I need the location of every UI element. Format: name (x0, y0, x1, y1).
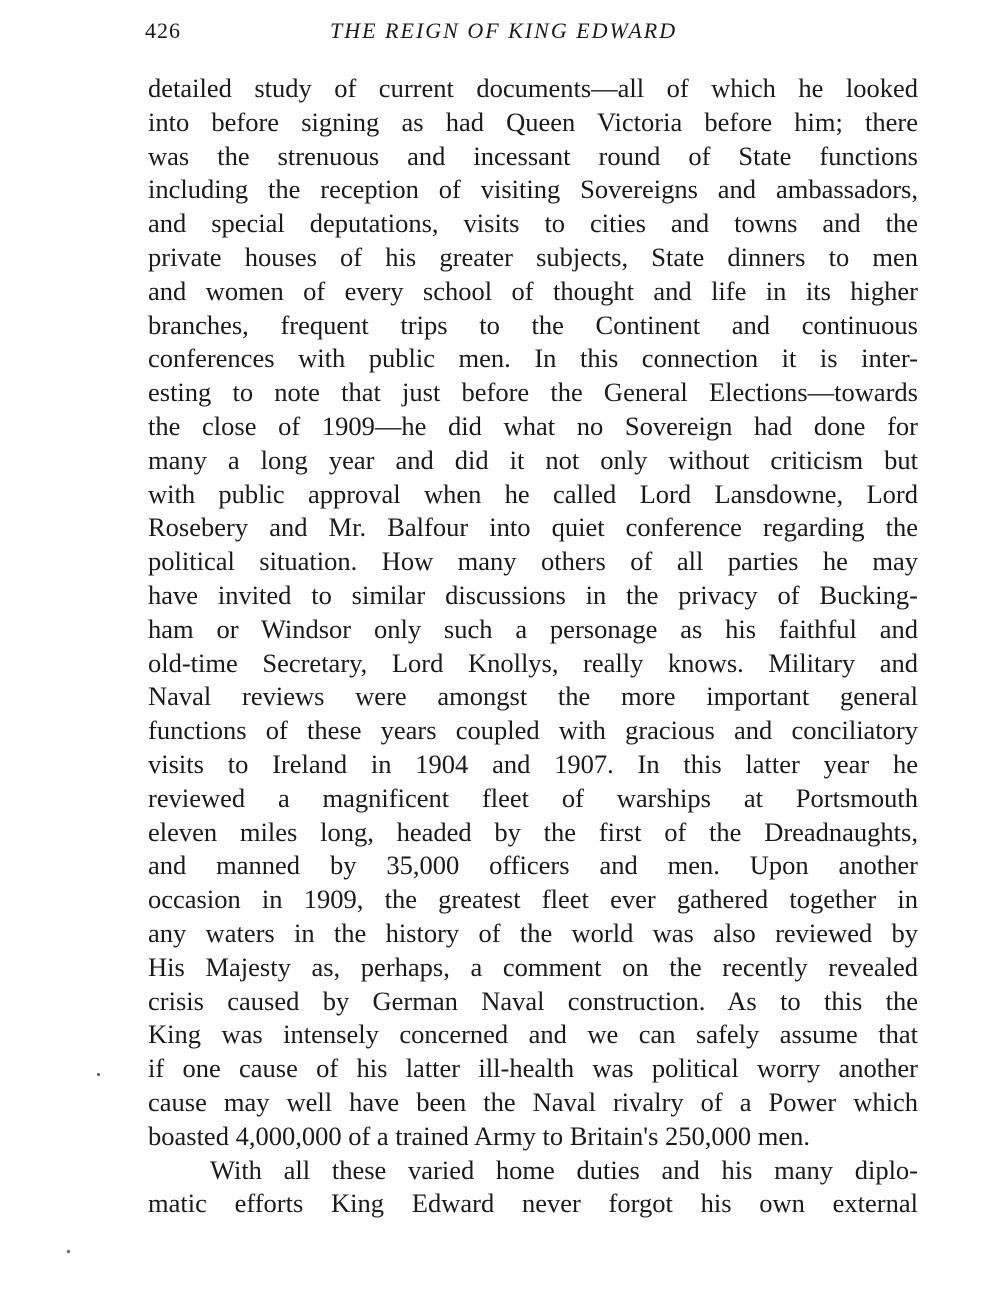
text-line: any waters in the history of the world was also reviewed by (148, 917, 918, 948)
text-line: and women of every school of thought and life in its higher (148, 275, 918, 306)
page-number: 426 (145, 18, 181, 43)
text-line: cause may well have been the Naval rivalry of a Power which (148, 1086, 918, 1117)
text-line: eleven miles long, headed by the first of the Dreadnaughts, (148, 816, 918, 847)
text-line: with public approval when he called Lord Lansdowne, Lord (148, 478, 918, 509)
text-line: detailed study of current documents—all of which he looked (148, 73, 918, 103)
text-line: functions of these years coupled with gracious and conciliatory (148, 715, 918, 746)
text-line: matic efforts King Edward never forgot his own external (148, 1188, 918, 1219)
text-line: have invited to similar discussions in the privacy of Bucking- (148, 579, 918, 610)
text-line: into before signing as had Queen Victoria before him; there (148, 106, 918, 137)
text-line: esting to note that just before the General Elections—towards (148, 377, 918, 408)
text-line: private houses of his greater subjects, State dinners to men (148, 241, 918, 272)
text-line: boasted 4,000,000 of a trained Army to Britain's 250,000 men. (148, 1120, 811, 1151)
text-line: and manned by 35,000 officers and men. Upon another (148, 850, 918, 881)
text-line: Naval reviews were amongst the more important general (148, 681, 918, 712)
text-line: branches, frequent trips to the Continent and continuous (148, 309, 918, 340)
scan-speck (97, 1073, 100, 1076)
text-line: was the strenuous and incessant round of State functions (148, 140, 918, 171)
text-line: many a long year and did it not only without criticism but (148, 444, 918, 475)
paragraph-1 (148, 72, 918, 1154)
text-line: With all these varied home duties and his many diplo- (210, 1154, 918, 1185)
text-line: conferences with public men. In this connection it is inter- (148, 343, 918, 374)
text-line: old-time Secretary, Lord Knollys, really knows. Military and (148, 647, 918, 678)
text-line: King was intensely concerned and we can safely assume that (148, 1019, 918, 1050)
page-header (0, 18, 1000, 48)
text-line: reviewed a magnificent fleet of warships at Portsmouth (148, 782, 918, 813)
text-line: occasion in 1909, the greatest fleet ever gathered together in (148, 884, 918, 915)
paragraph-2 (148, 1154, 918, 1222)
text-line: political situation. How many others of all parties he may (148, 546, 918, 577)
text-line: visits to Ireland in 1904 and 1907. In this latter year he (148, 748, 918, 779)
text-line: crisis caused by German Naval construction. As to this the (148, 985, 918, 1016)
scan-speck (67, 1250, 70, 1253)
text-line: and special deputations, visits to cities and towns and the (148, 208, 918, 239)
text-line: Rosebery and Mr. Balfour into quiet conference regarding the (148, 512, 918, 543)
text-line: His Majesty as, perhaps, a comment on the recently revealed (148, 951, 918, 982)
text-line: the close of 1909—he did what no Sovereign had done for (148, 410, 918, 441)
text-line: including the reception of visiting Sovereigns and ambassadors, (148, 174, 918, 205)
text-line: ham or Windsor only such a personage as his faithful and (148, 613, 918, 644)
body-text (148, 72, 918, 1221)
running-title: THE REIGN OF KING EDWARD (330, 18, 678, 43)
text-line: if one cause of his latter ill-health was political worry another (148, 1053, 918, 1084)
